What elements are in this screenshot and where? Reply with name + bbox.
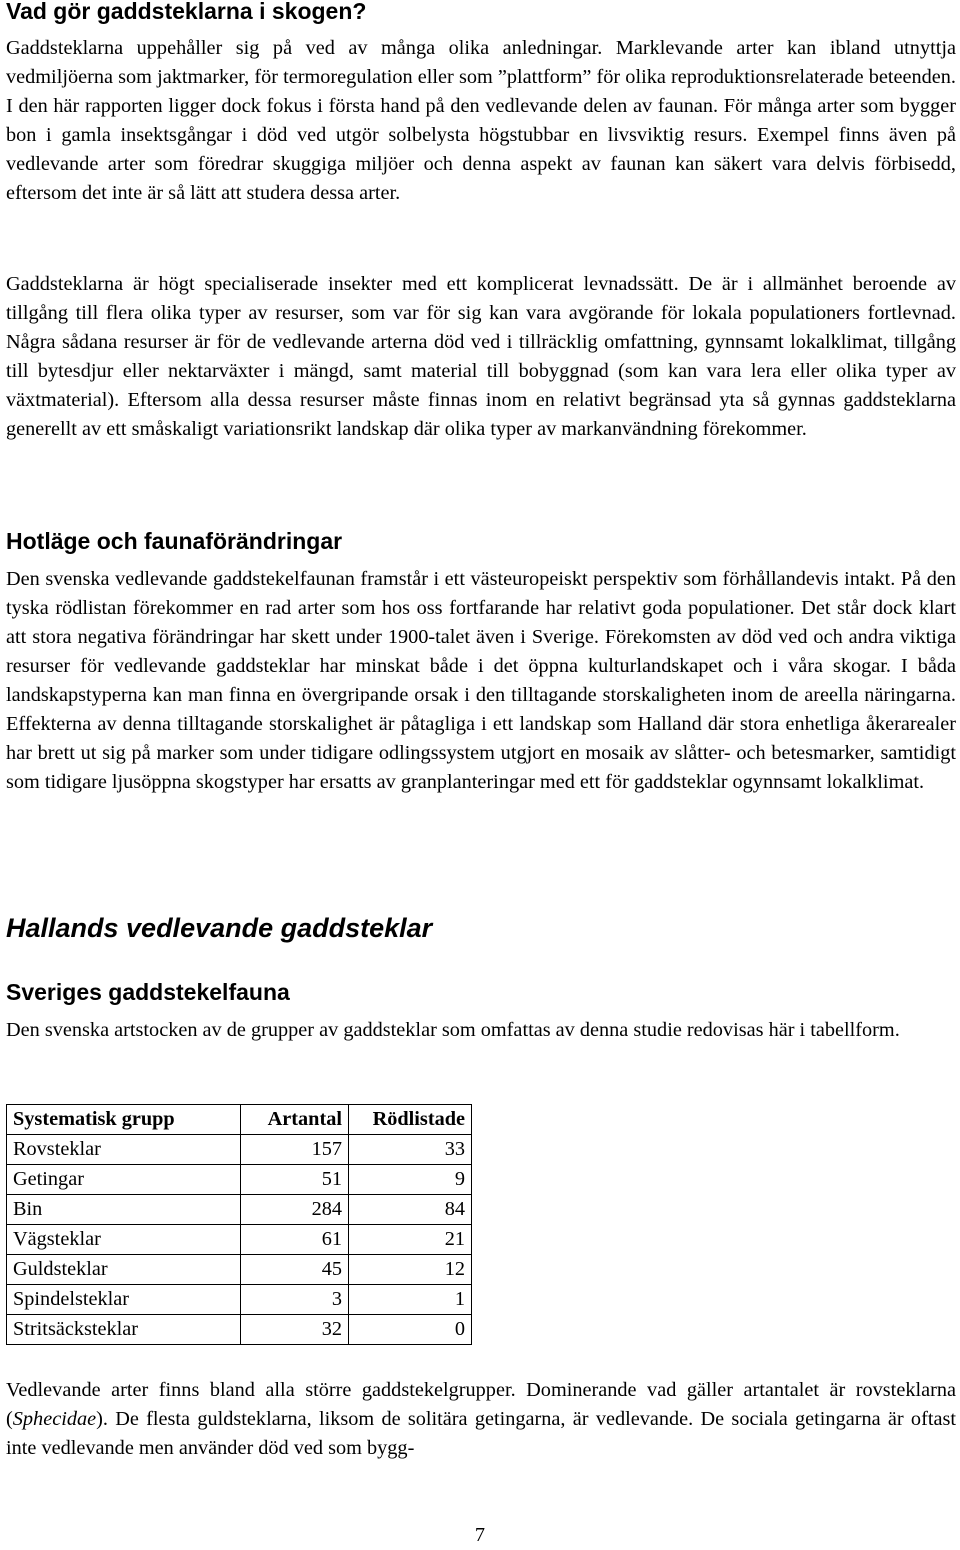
- taxon-name-italic: Sphecidae: [12, 1408, 97, 1430]
- cell-redlisted: 0: [349, 1315, 472, 1345]
- cell-redlisted: 33: [349, 1135, 472, 1165]
- cell-group: Getingar: [7, 1165, 241, 1195]
- column-header-species-count: Artantal: [241, 1105, 349, 1135]
- table-row: [7, 1165, 472, 1195]
- table-row: [7, 1315, 472, 1345]
- chapter-heading-halland: Hallands vedlevande gaddsteklar: [6, 913, 433, 943]
- paragraph-after-table: [6, 1376, 956, 1463]
- page-number: 7: [474, 1524, 486, 1546]
- cell-redlisted: 12: [349, 1255, 472, 1285]
- species-table: [6, 1104, 472, 1345]
- text-before-italic: Vedlevande arter finns bland alla större gaddstekelgrupper. Dominerande vad gäller artantalet är rovsteklarna (: [6, 1379, 956, 1430]
- cell-group: Bin: [7, 1195, 241, 1225]
- section-heading-wood-activity: Vad gör gaddsteklarna i skogen?: [6, 0, 367, 24]
- section-heading-threats: Hotläge och faunaförändringar: [6, 528, 343, 554]
- cell-redlisted: 9: [349, 1165, 472, 1195]
- cell-group: Spindelsteklar: [7, 1285, 241, 1315]
- cell-species-count: 32: [241, 1315, 349, 1345]
- table-row: [7, 1135, 472, 1165]
- cell-group: Vägsteklar: [7, 1225, 241, 1255]
- cell-species-count: 51: [241, 1165, 349, 1195]
- table-row: [7, 1285, 472, 1315]
- paragraph-wood-usage: Gaddsteklarna uppehåller sig på ved av många olika anledningar. Marklevande arter kan ibland utnyttja vedmiljöerna som jaktmarker, för termoregulation eller som ”plattform” för olika reproduktionsrelaterade beteenden. I den här rapporten ligger dock fokus i första hand på den vedlevande delen av faunan. För många arter som bygger bon i gamla insektsgångar i död ved utgör solbelysta högstubbar en livsviktig resurs. Exempel finns även på vedlevande arter som föredrar skuggiga miljöer och denna aspekt av faunan kan säkert vara delvis förbisedd, eftersom det inte är så lätt att studera dessa arter.: [6, 37, 956, 204]
- text-after-italic: ). De flesta guldsteklarna, liksom de solitära getingarna, är vedlevande. De sociala getingarna är oftast inte vedlevande men använder död ved som bygg-: [6, 1408, 956, 1459]
- cell-group: Rovsteklar: [7, 1135, 241, 1165]
- table-row: [7, 1255, 472, 1285]
- cell-redlisted: 1: [349, 1285, 472, 1315]
- cell-species-count: 157: [241, 1135, 349, 1165]
- paragraph-table-intro: Den svenska artstocken av de grupper av gaddsteklar som omfattas av denna studie redovisas här i tabellform.: [6, 1019, 900, 1041]
- column-header-redlisted: Rödlistade: [349, 1105, 472, 1135]
- section-heading-swedish-fauna: Sveriges gaddstekelfauna: [6, 979, 290, 1005]
- column-header-group: Systematisk grupp: [7, 1105, 241, 1135]
- table-row: [7, 1225, 472, 1255]
- table-row: [7, 1195, 472, 1225]
- cell-species-count: 284: [241, 1195, 349, 1225]
- cell-group: Guldsteklar: [7, 1255, 241, 1285]
- table-header-row: [7, 1105, 472, 1135]
- cell-redlisted: 21: [349, 1225, 472, 1255]
- cell-group: Stritsäcksteklar: [7, 1315, 241, 1345]
- cell-species-count: 45: [241, 1255, 349, 1285]
- paragraph-specialisation: Gaddsteklarna är högt specialiserade insekter med ett komplicerat levnadssätt. De är i allmänhet beroende av tillgång till flera olika typer av resurser, som var för sig kan vara avgörande för lokala populationers fortlevnad. Några sådana resurser är för de vedlevande arterna död ved i tillräcklig omfattning, gynnsamt lokalklimat, tillgång till bytesdjur eller nektarväxter i mängd, samt material till bobyggnad (som kan vara lera eller olika typer av växtmaterial). Eftersom alla dessa resurser måste finnas inom en relativt begränsad yta så gynnas gaddsteklarna generellt av ett småskaligt variationsrikt landskap där olika typer av markanvändning förekommer.: [6, 273, 956, 440]
- cell-species-count: 3: [241, 1285, 349, 1315]
- cell-redlisted: 84: [349, 1195, 472, 1225]
- cell-species-count: 61: [241, 1225, 349, 1255]
- paragraph-threats: Den svenska vedlevande gaddstekelfaunan framstår i ett västeuropeiskt perspektiv som förhållandevis intakt. På den tyska rödlistan förekommer en rad arter som hos oss fortfarande har relativt goda populationer. Det står dock klart att stora negativa förändringar har skett under 1900-talet även i Sverige. Förekomsten av död ved och andra viktiga resurser för vedlevande gaddsteklar har minskat både i det öppna kulturlandskapet och i våra skogar. I båda landskapstyperna kan man finna en övergripande orsak i den tilltagande storskaligheten inom de areella näringarna. Effekterna av denna tilltagande storskalighet är påtagliga i ett landskap som Halland där stora enhetliga åkerarealer har brett ut sig på marker som under tidigare odlingssystem utgjort en mosaik av slåtter- och betesmarker, samtidigt som tidigare ljusöppna skogstyper har ersatts av granplanteringar med ett för gaddsteklar ogynnsamt lokalklimat.: [6, 568, 956, 793]
